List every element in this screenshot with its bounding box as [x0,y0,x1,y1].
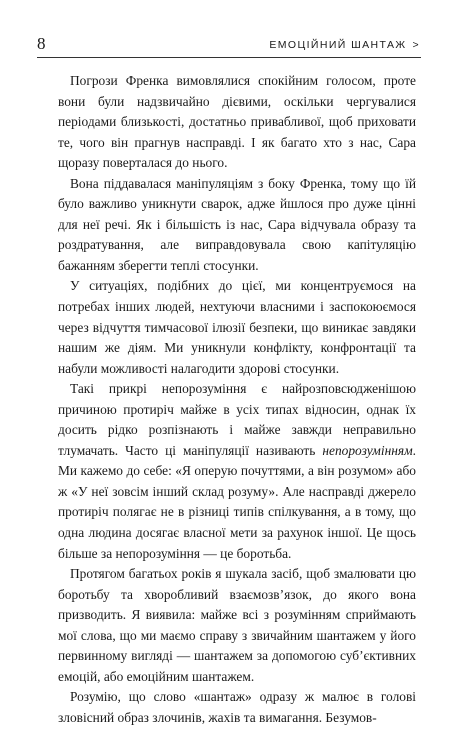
italic-term: непорозумінням [322,442,413,458]
paragraph [58,379,416,564]
paragraph: Розумію, що слово «шантаж» одразу ж малює в голові зловісний образ злочинів, жахів та вимагання. Безумов- [58,689,416,725]
paragraph: Протягом багатьох років я шукала засіб, щоб змалювати цю боротьбу та хворобливий взаємозв’язок, до якого вона призводить. Я виявила: майже всі з розумінням сприймають мої слова, що ми маємо справу з звичайним шантажем у його первинному вигляді — шантажем за допомогою суб’єктивних емоцій, або емоційним шантажем. [58,566,416,684]
paragraph: У ситуаціях, подібних до цієї, ми концентруємося на потребах інших людей, нехтуючи власними і заспокоюємося через відчуття тимчасової ілюзії безпеки, що виникає завдяки нашим же діям. Ми уникнули конфлікту, конфронтації та набули можливості налагодити здорові стосунки. [58,278,416,376]
chevron-right-icon: > [412,39,420,51]
running-title [269,38,420,52]
page-header [0,0,458,60]
paragraph-text: Такі прикрі непорозуміння є найрозповсюдженішою причиною протиріч майже в усіх типах відносин, однак їх досить рідко розпізнають і майже завжди неправильно тлумачать. Часто ці маніпуляції називають [58,381,416,458]
header-rule [37,57,421,58]
paragraph: Погрози Френка вимовлялися спокійним голосом, проте вони були надзвичайно дієвими, оскільки чергувалися періодами близькості, достатньо привабливої, щоб приховати те, чого він прагнув насправді. І як багато хто з нас, Сара щоразу поверталася до нього. [58,73,416,171]
body-text [58,71,416,729]
running-title-text: ЕМОЦІЙНИЙ ШАНТАЖ [269,39,407,51]
page-number: 8 [37,34,46,53]
paragraph: Вона піддавалася маніпуляціям з боку Френка, тому що їй було важливо уникнути сварок, адже йшлося про дуже цінні для неї речі. Як і більшість із нас, Сара відчувала образу та роздратування, але виправдовувала свою капітуляцію бажанням зберегти теплі стосунки. [58,175,416,273]
paragraph-text: . Ми кажемо до себе: «Я оперую почуттями, а він розумом» або ж «У неї зовсім інший склад розуму». Але насправді джерело протиріч полягає не в різниці типів спілкування, а в тому, що одна людина досягає власної мети за рахунок іншої. Це щось більше за непорозуміння — це боротьба. [58,442,416,561]
